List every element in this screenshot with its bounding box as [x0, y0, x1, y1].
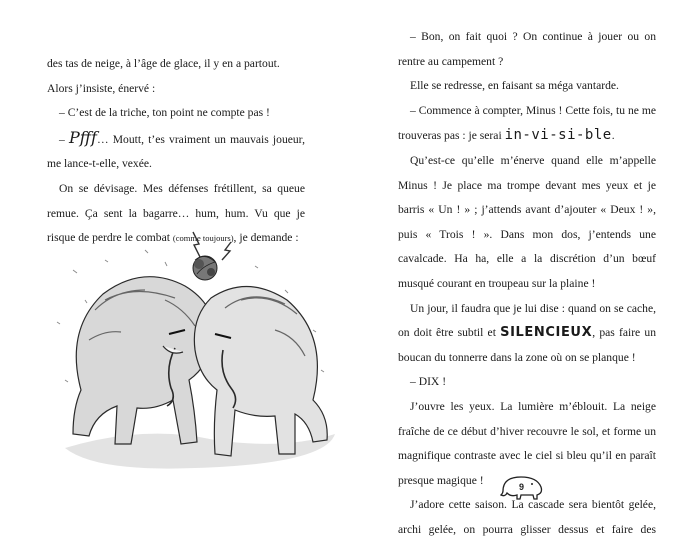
pfff-exclamation: Pfff	[68, 127, 97, 147]
dialogue-line: – C’est de la triche, ton point ne compte pas !	[59, 106, 270, 120]
paragraph	[47, 101, 305, 126]
paragraph	[398, 25, 656, 74]
paragraph	[47, 126, 305, 177]
anger-scribble-icon	[193, 256, 217, 280]
text-line: J’adore cette saison. La cascade sera bientôt gelée, archi gelée, on pourra glisser dessus et faire des	[398, 498, 656, 536]
dialogue-line: – Bon, on fait quoi ? On continue à jouer ou on rentre au campement ?	[398, 30, 656, 68]
right-mammoth	[194, 286, 327, 456]
paragraph	[398, 297, 656, 371]
right-text-column	[398, 25, 656, 542]
left-text-column	[47, 52, 305, 251]
dialogue-line: … Moutt, t’es vraiment un mauvais joueur, me lance-t-elle, vexée.	[47, 132, 305, 171]
paragraph	[398, 99, 656, 149]
page-number: 9	[519, 482, 525, 492]
text-line: Alors j’insiste, énervé :	[47, 81, 156, 95]
text-line: Un jour, il faudra que je lui dise : quand on se cache, on doit être subtil et	[398, 301, 656, 340]
dialogue-line: – DIX !	[410, 375, 447, 389]
lightning-icon	[193, 232, 201, 259]
silencieux-stylized-word: SILENCIEUX	[500, 325, 593, 341]
dialogue-line: – Commence à compter, Minus ! Cette fois, tu ne me trouveras pas : je serai	[398, 103, 656, 143]
punctuation: .	[611, 129, 615, 143]
text-line: , je demande :	[233, 231, 299, 245]
invisible-stylized-word: in-vi-si-ble	[504, 127, 612, 144]
left-mammoth	[73, 277, 215, 444]
left-page	[0, 0, 350, 525]
text-line: Qu’est-ce qu’elle m’énerve quand elle m’appelle Minus ! Je place ma trompe devant mes yeux et je barris « Un ! » ; j’attends avant d’ajouter « Deux ! », puis « Trois ! ». Dans mon dos, j’entends une cavalcade. Ha ha, elle a la discrétion d’un bœuf musqué courant en troupeau sur la plaine !	[398, 153, 656, 290]
text-line: des tas de neige, à l’âge de glace, il y en a partout.	[47, 57, 280, 70]
paragraph	[398, 74, 656, 99]
text-line: Elle se redresse, en faisant sa méga vantarde.	[410, 79, 619, 93]
lightning-icon	[222, 242, 231, 260]
right-page	[350, 0, 700, 536]
paragraph	[47, 52, 305, 77]
text-line: , pas faire un boucan du tonnerre dans la zone où on se planque !	[398, 326, 656, 364]
aside-small-text: (comme toujours)	[172, 233, 234, 244]
text-line: On se dévisage. Mes défenses frétillent, sa queue remue. Ça sent la bagarre… hum, hum. Vu que je risque de perdre le combat	[47, 181, 305, 245]
paragraph	[398, 370, 656, 395]
paragraph	[398, 149, 656, 297]
page-number-mammoth-icon	[499, 473, 545, 501]
mammoth-illustration	[45, 230, 345, 500]
text-line: J’ouvre les yeux. La lumière m’éblouit. La neige fraîche de ce début d’hiver recouvre le sol, et forme un magnifique contraste avec le ciel si bleu qu’il en paraît presque magique !	[398, 399, 656, 487]
paragraph	[47, 77, 305, 102]
dash: –	[59, 132, 69, 146]
